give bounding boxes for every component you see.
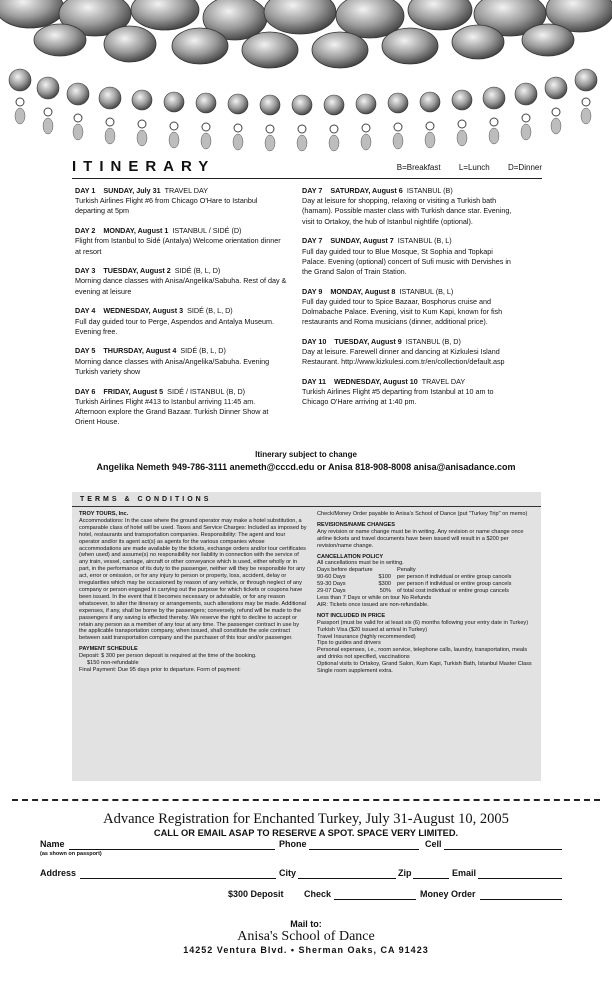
day-description: Day at leisure for shopping, relaxing or visiting a Turkish bath (hamam). Possible master class with Turkish dance star. Evening, visit to Ortakoy, the hub of Istanbul nightlife (optional). [302,196,512,226]
itinerary-header [72,158,542,179]
email-label: Email [452,868,477,878]
cancel-desc: of total cost individual or entire group cancels [397,588,509,595]
day-number: DAY 1 [75,186,96,195]
cancel-desc: per person if individual or entire group cancels [397,581,512,588]
zip-field[interactable] [413,878,449,879]
day-location: ISTANBUL (B, L) [397,236,452,246]
day-number: DAY 10 [302,336,327,346]
zip-label: Zip [398,868,412,878]
day-number: DAY 2 [75,226,96,236]
day-entry [75,387,287,428]
day-date: WEDNESDAY, August 10 [333,377,418,387]
day-date: MONDAY, August 1 [103,226,169,236]
day-location: ISTANBUL (B, D) [405,336,461,346]
day-date: SATURDAY, August 6 [330,186,403,195]
phone-field[interactable] [309,849,419,850]
cancel-amount: $100 [378,574,391,581]
day-location: SIDÉ (B, L, D) [174,266,221,276]
day-number: DAY 4 [75,306,96,316]
revisions-heading: REVISIONS/NAME CHANGES [317,521,396,528]
day-number: DAY 9 [302,286,323,296]
school-name: Anisa's School of Dance [237,929,375,944]
day-entry [302,186,518,227]
payment-line: $150 non-refundable [87,660,139,667]
day-entry [75,346,287,377]
city-field[interactable] [298,878,396,879]
name-label: Name [40,839,65,849]
day-description: Full day guided tour to Perge, Aspendos and Antalya Museum. Evening free. [75,316,274,336]
day-number: DAY 11 [302,377,326,387]
payment-heading: PAYMENT SCHEDULE [79,646,138,653]
day-entry [302,337,518,368]
meal-key-breakfast: B=Breakfast [396,163,441,172]
day-location: SIDÉ / ISTANBUL (B, D) [167,386,246,396]
troy-text: Accommodations: In the case where the ground operator may make a hotel substitution, a comparable class of hotel will be used. Taxes and Service Charges: Included as imposed by hotel, restaurants and transportation companies. Responsibility: The agent and tour operator and/or its agent act(s) as agents for the various companies whose accommodations are made available by the tickets, exchange orders and/or tour certificates (when used) and assume(s) no responsibility nor liability in connection with the service of any train, vessel, carriage, aircraft or other conveyance which is used, either wholly or in part, in the performance of its duty to the passenger, neither will they be responsible for any act, error or omission, or for any injury to person or property, loss, accident, delay or irregularities which may be occasioned by reason of any vehicle, or through neglect of any company or person engaged in carrying out the purpose for which tickets or coupons have been issued. In the event that it becomes necessary or advisable, or for any reason whatsoever, to alter the itinerary or arrangements, such alterations may be made. Additional expenses, if any, shall be borne by the passengers; conversely, refund will be made to the passengers if any saving is effected thereby. We reserve the right to decline to accept or retain any person as a member of any tour at any time. The passenger contract in use by the applicable transportation company, when issued, shall constitute the sole contract between said transportation company and the purchaser of this tour and/or passenger. [79,517,307,642]
day-location: ISTANBUL (B, L) [399,286,454,296]
mailing-address: 14252 Ventura Blvd. • Sherman Oaks, CA 91423 [183,945,429,955]
coin-necklace-icon [0,0,612,155]
day-number: DAY 7 [302,236,323,246]
day-number: DAY 3 [75,266,96,276]
cell-label: Cell [425,839,442,849]
day-location: TRAVEL DAY [164,186,209,195]
cancel-days: 90-60 Days [317,574,346,581]
day-description: Day at leisure. Farewell dinner and dancing at Kizkulesi Island Restaurant. http://www.kizkulesi.com.tr/en/collection/default.asp [302,347,505,367]
cancel-header-days: Days before departure [317,567,373,574]
mail-to-label: Mail to: [290,919,322,929]
day-date: THURSDAY, August 4 [103,346,177,356]
day-description: Full day guided tour to Spice Bazaar, Bosphorus cruise and Dolmabache Palace. Evening, visit to Kum Kapi, known for fish restaurants and Roma musicians (dinner, additional price). [302,296,503,327]
day-date: FRIDAY, August 5 [103,386,164,396]
terms-left-column [79,511,307,674]
cancel-line: AIR: Tickets once issued are non-refundable. [317,601,429,608]
day-location: TRAVEL DAY [421,377,466,387]
day-description: Turkish Airlines Flight #6 from Chicago O'Hare to Istanbul departing at 5pm [75,196,258,216]
cancel-row [317,581,535,588]
email-field[interactable] [478,878,562,879]
cancel-desc: per person if individual or entire group cancels [397,574,512,581]
not-included-item: Turkish Visa ($20 issued at arrival in Turkey) [317,626,428,633]
cancel-amount: 50% [379,588,391,595]
meal-key-dinner: D=Dinner [507,163,542,172]
name-note: (as shown on passport) [40,851,102,857]
itinerary-left-column [75,186,287,437]
meal-key-lunch: L=Lunch [458,163,490,172]
terms-divider [72,506,541,507]
coin-necklace-banner [0,0,612,155]
day-entry [302,377,518,408]
contact-line: Angelika Nemeth 949-786-3111 anemeth@cccd.edu or Anisa 818-908-8008 anisa@anisadance.com [96,462,516,472]
payment-line: Final Payment: Due 95 days prior to departure. Form of payment: [79,666,241,673]
terms-box [72,492,541,781]
terms-title: TERMS & CONDITIONS [80,496,212,503]
day-entry [75,186,287,217]
day-number: DAY 5 [75,346,96,356]
day-date: SUNDAY, August 7 [330,236,394,246]
day-entry [75,306,287,337]
cancel-row [317,588,535,595]
check-field[interactable] [334,899,416,900]
not-included-heading: NOT INCLUDED IN PRICE [317,612,386,619]
cancel-line: All cancellations must be in writing. [317,560,404,567]
money-order-label: Money Order [420,889,476,899]
terms-right-column [317,511,535,675]
not-included-item: Single room supplement extra. [317,668,393,675]
day-date: WEDNESDAY, August 3 [103,306,184,316]
troy-heading: TROY TOURS, Inc. [79,511,129,517]
day-location: SIDÉ (B, L, D) [180,346,226,356]
revisions-text: Any revision or name change must be in writing. Any revision or name change once airline tickets and travel documents have been issued will result in a $200 per revision/name change. [317,528,524,549]
not-included-item: Tips to guides and drivers [317,640,381,647]
cut-line [12,799,600,801]
day-entry [75,226,287,257]
registration-subtitle: CALL OR EMAIL ASAP TO RESERVE A SPOT. SPACE VERY LIMITED. [153,828,459,838]
meals-key [381,163,542,172]
not-included-item: Personal expenses, i.e., room service, telephone calls, laundry, transportation, meals and drinks not specified, vaccinations [317,647,528,661]
day-description: Morning dance classes with Anisa/Angelika/Sabuha. Rest of day & evening at leisure [75,276,287,296]
itinerary-change-note: Itinerary subject to change [255,450,357,459]
day-number: DAY 6 [75,386,96,396]
registration-title: Advance Registration for Enchanted Turkey, July 31-August 10, 2005 [103,811,509,827]
day-date: MONDAY, August 8 [330,286,396,296]
day-description: Full day guided tour to Blue Mosque, St Sophia and Topkapi Palace. Evening (optional) concert of Sufi music with Dervishes in the Grand Salon of Train Station. [302,246,511,276]
payment-line: Deposit: $ 300 per person deposit is required at the time of the booking. [79,653,257,660]
day-description: Turkish Airlines Flight #413 to Istanbul arriving 11:45 am. Afternoon explore the Grand Bazaar. Turkish Dinner Show at Orient House. [75,396,269,427]
day-entry [75,266,287,297]
day-date: SUNDAY, July 31 [103,186,161,195]
money-order-field[interactable] [480,899,562,900]
not-included-item: Optional visits to Ortakoy, Grand Salon, Kum Kapi, Turkish Bath, Istanbul Master Class [317,661,532,668]
day-description: Morning dance classes with Anisa/Angelika/Sabuha. Evening Turkish variety show [75,356,270,376]
itinerary-right-column [302,186,518,417]
city-label: City [279,868,297,878]
day-location: ISTANBUL (B) [406,186,453,195]
day-entry [302,287,518,328]
cancel-amount: $300 [378,581,391,588]
cancel-header-penalty: Penalty [397,567,416,574]
day-entry [302,236,518,277]
check-text: Check/Money Order payable to Anisa's School of Dance (put "Turkey Trip" on memo) [317,511,528,517]
check-label: Check [304,889,332,899]
day-number: DAY 7 [302,186,323,195]
day-description: Turkish Airlines Flight #5 departing from Istanbul at 10 am to Chicago O'Hare arriving at 1:40 pm. [302,387,494,407]
cancel-days: 29-07 Days [317,588,346,595]
cancel-table-header [317,567,535,574]
cancel-heading: CANCELLATION POLICY [317,553,384,560]
day-date: TUESDAY, August 9 [334,336,402,346]
address-field[interactable] [80,878,276,879]
day-date: TUESDAY, August 2 [103,266,171,276]
cancel-line: Less than 7 Days or while on tour No Refunds [317,594,432,601]
itinerary-title: ITINERARY [72,158,216,175]
not-included-item: Travel Insurance (highly recommended) [317,633,416,640]
day-location: ISTANBUL / SIDÉ (D) [172,226,242,236]
phone-label: Phone [279,839,307,849]
name-field[interactable] [69,849,275,850]
not-included-item: Passport (must be valid for at least six (6) months following your entry date in Turkey) [317,619,529,626]
deposit-label: $300 Deposit [228,889,284,899]
day-description: Flight from Istanbul to Sidé (Antalya) Welcome orientation dinner at resort [75,236,281,256]
cancel-row [317,574,535,581]
cell-field[interactable] [444,849,562,850]
address-label: Address [40,868,77,878]
cancel-days: 59-30 Days [317,581,346,588]
day-location: SIDÉ (B, L, D) [187,306,233,316]
